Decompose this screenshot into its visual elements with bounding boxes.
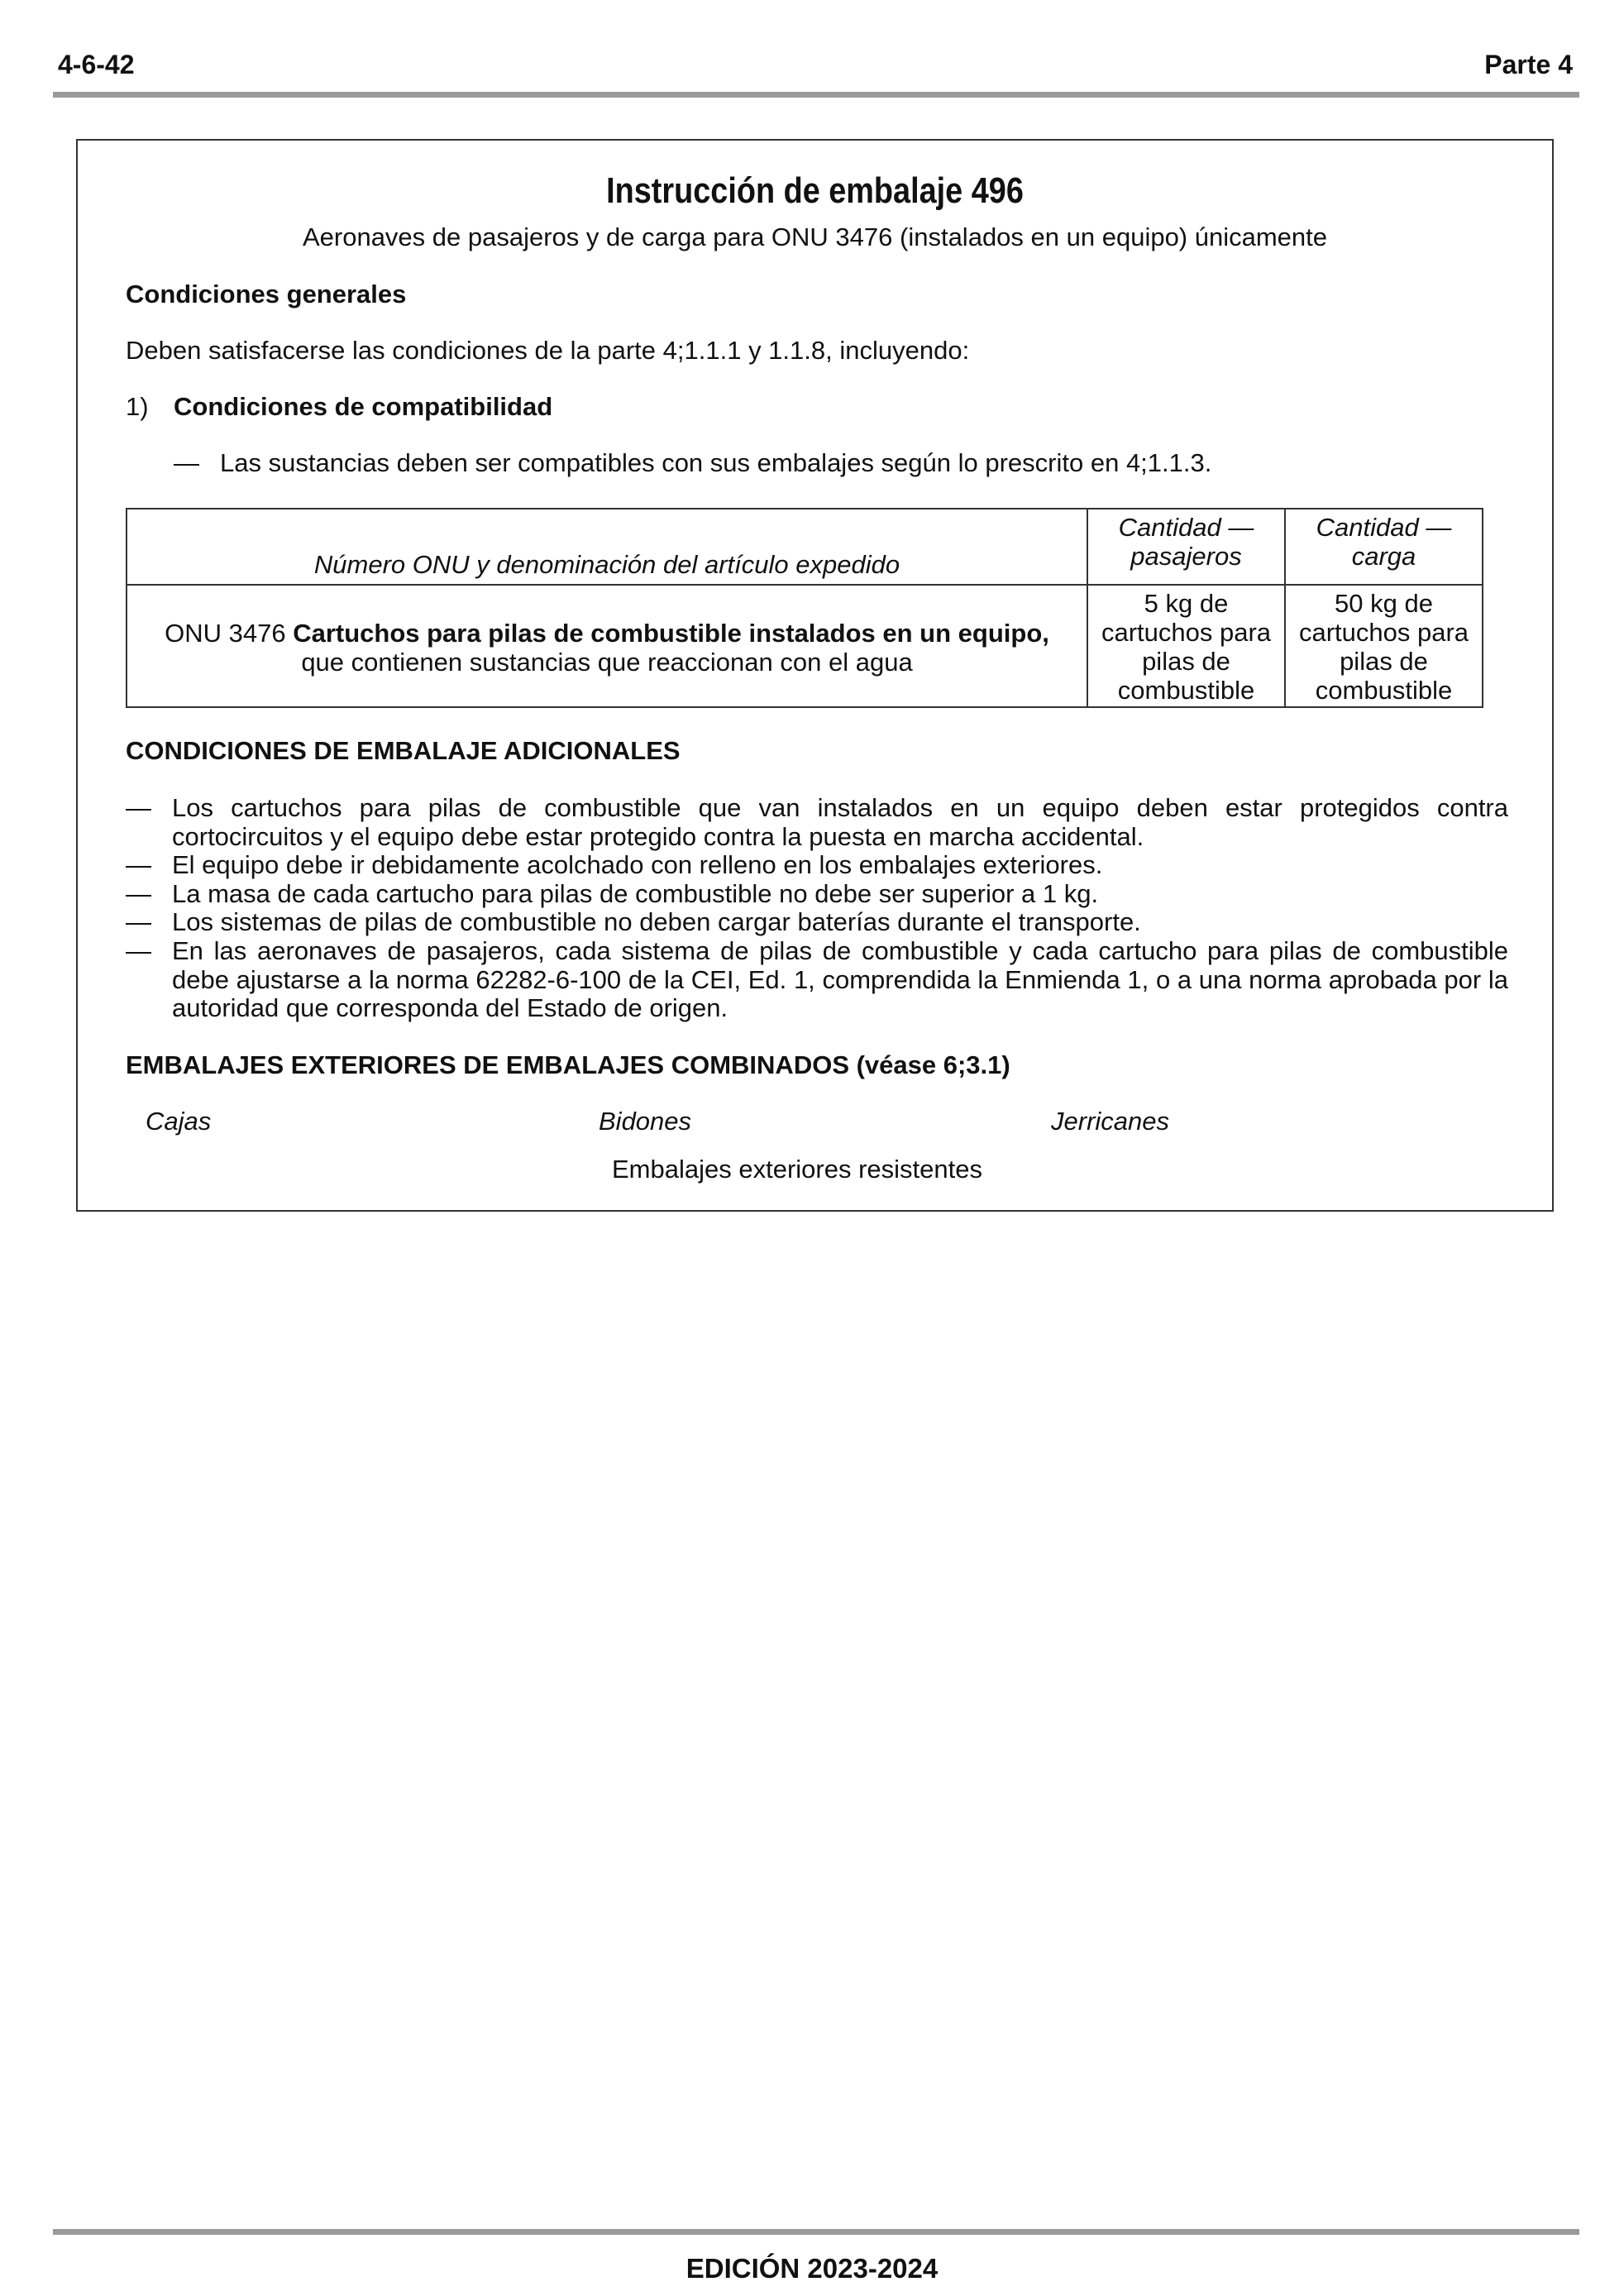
edition-label: EDICIÓN 2023-2024: [685, 2253, 939, 2284]
cargo-quantity: 50 kg de cartuchos para pilas de combustible: [1285, 585, 1483, 707]
compatibility-text: Las sustancias deben ser compatibles con sus embalajes según lo prescrito en 4;1.1.3.: [220, 448, 1212, 477]
header-passenger: Cantidad — pasajeros: [1087, 509, 1285, 585]
column-drums: Bidones: [599, 1107, 692, 1136]
compatibility-dash: —: [174, 448, 199, 477]
instruction-title: Instrucción de embalaje 496: [606, 170, 1024, 211]
un-number: ONU 3476: [165, 619, 286, 648]
compatibility-number: 1): [126, 392, 149, 421]
page-number: 4-6-42: [58, 50, 135, 79]
compatibility-heading: Condiciones de compatibilidad: [174, 392, 553, 421]
item-description: [127, 585, 1087, 707]
additional-conditions-list: [126, 794, 1508, 1023]
table-header-row: [127, 509, 1483, 585]
general-conditions-heading: Condiciones generales: [126, 280, 407, 309]
item-name: Cartuchos para pilas de combustible instalados en un equipo,: [293, 619, 1049, 648]
passenger-quantity: 5 kg de cartuchos para pilas de combustible: [1087, 585, 1285, 707]
header-rule: [53, 92, 1579, 98]
outer-packagings-heading: EMBALAJES EXTERIORES DE EMBALAJES COMBINADOS (véase 6;3.1): [126, 1050, 1010, 1079]
footer-rule: [53, 2229, 1579, 2235]
quantity-table: [126, 508, 1483, 708]
item-name-rest: que contienen sustancias que reaccionan con el agua: [301, 648, 913, 677]
outer-packagings-note: Embalajes exteriores resistentes: [612, 1155, 982, 1184]
general-conditions-text: Deben satisfacerse las condiciones de la parte 4;1.1.1 y 1.1.8, incluyendo:: [126, 336, 970, 365]
part-label: Parte 4: [1484, 50, 1573, 79]
table-row: [127, 585, 1483, 707]
packing-instruction-box: [76, 139, 1554, 1212]
column-jerricans: Jerricanes: [1051, 1107, 1169, 1136]
column-boxes: Cajas: [146, 1107, 212, 1136]
header-cargo: Cantidad — carga: [1285, 509, 1483, 585]
list-item: — En las aeronaves de pasajeros, cada sistema de pilas de combustible y cada cartucho para pilas de combustible debe ajustarse a la norma 62282-6-100 de la CEI, Ed. 1, comprendida la Enmienda 1, o a una norma aprobada por la autoridad que corresponda del Estado de origen.: [126, 935, 1508, 1023]
list-item: — Los cartuchos para pilas de combustible que van instalados en un equipo deben estar protegidos contra cortocircuitos y el equipo debe estar protegido contra la puesta en marcha accidental.: [126, 793, 1508, 851]
additional-conditions-heading: CONDICIONES DE EMBALAJE ADICIONALES: [126, 736, 681, 765]
list-item: — Los sistemas de pilas de combustible no deben cargar baterías durante el transporte.: [126, 907, 1141, 937]
list-item: — El equipo debe ir debidamente acolchado con relleno en los embalajes exteriores.: [126, 850, 1103, 880]
instruction-subtitle: Aeronaves de pasajeros y de carga para ONU 3476 (instalados en un equipo) únicamente: [302, 222, 1328, 251]
list-item: — La masa de cada cartucho para pilas de combustible no debe ser superior a 1 kg.: [126, 878, 1099, 908]
header-description: Número ONU y denominación del artículo expedido: [127, 509, 1087, 585]
